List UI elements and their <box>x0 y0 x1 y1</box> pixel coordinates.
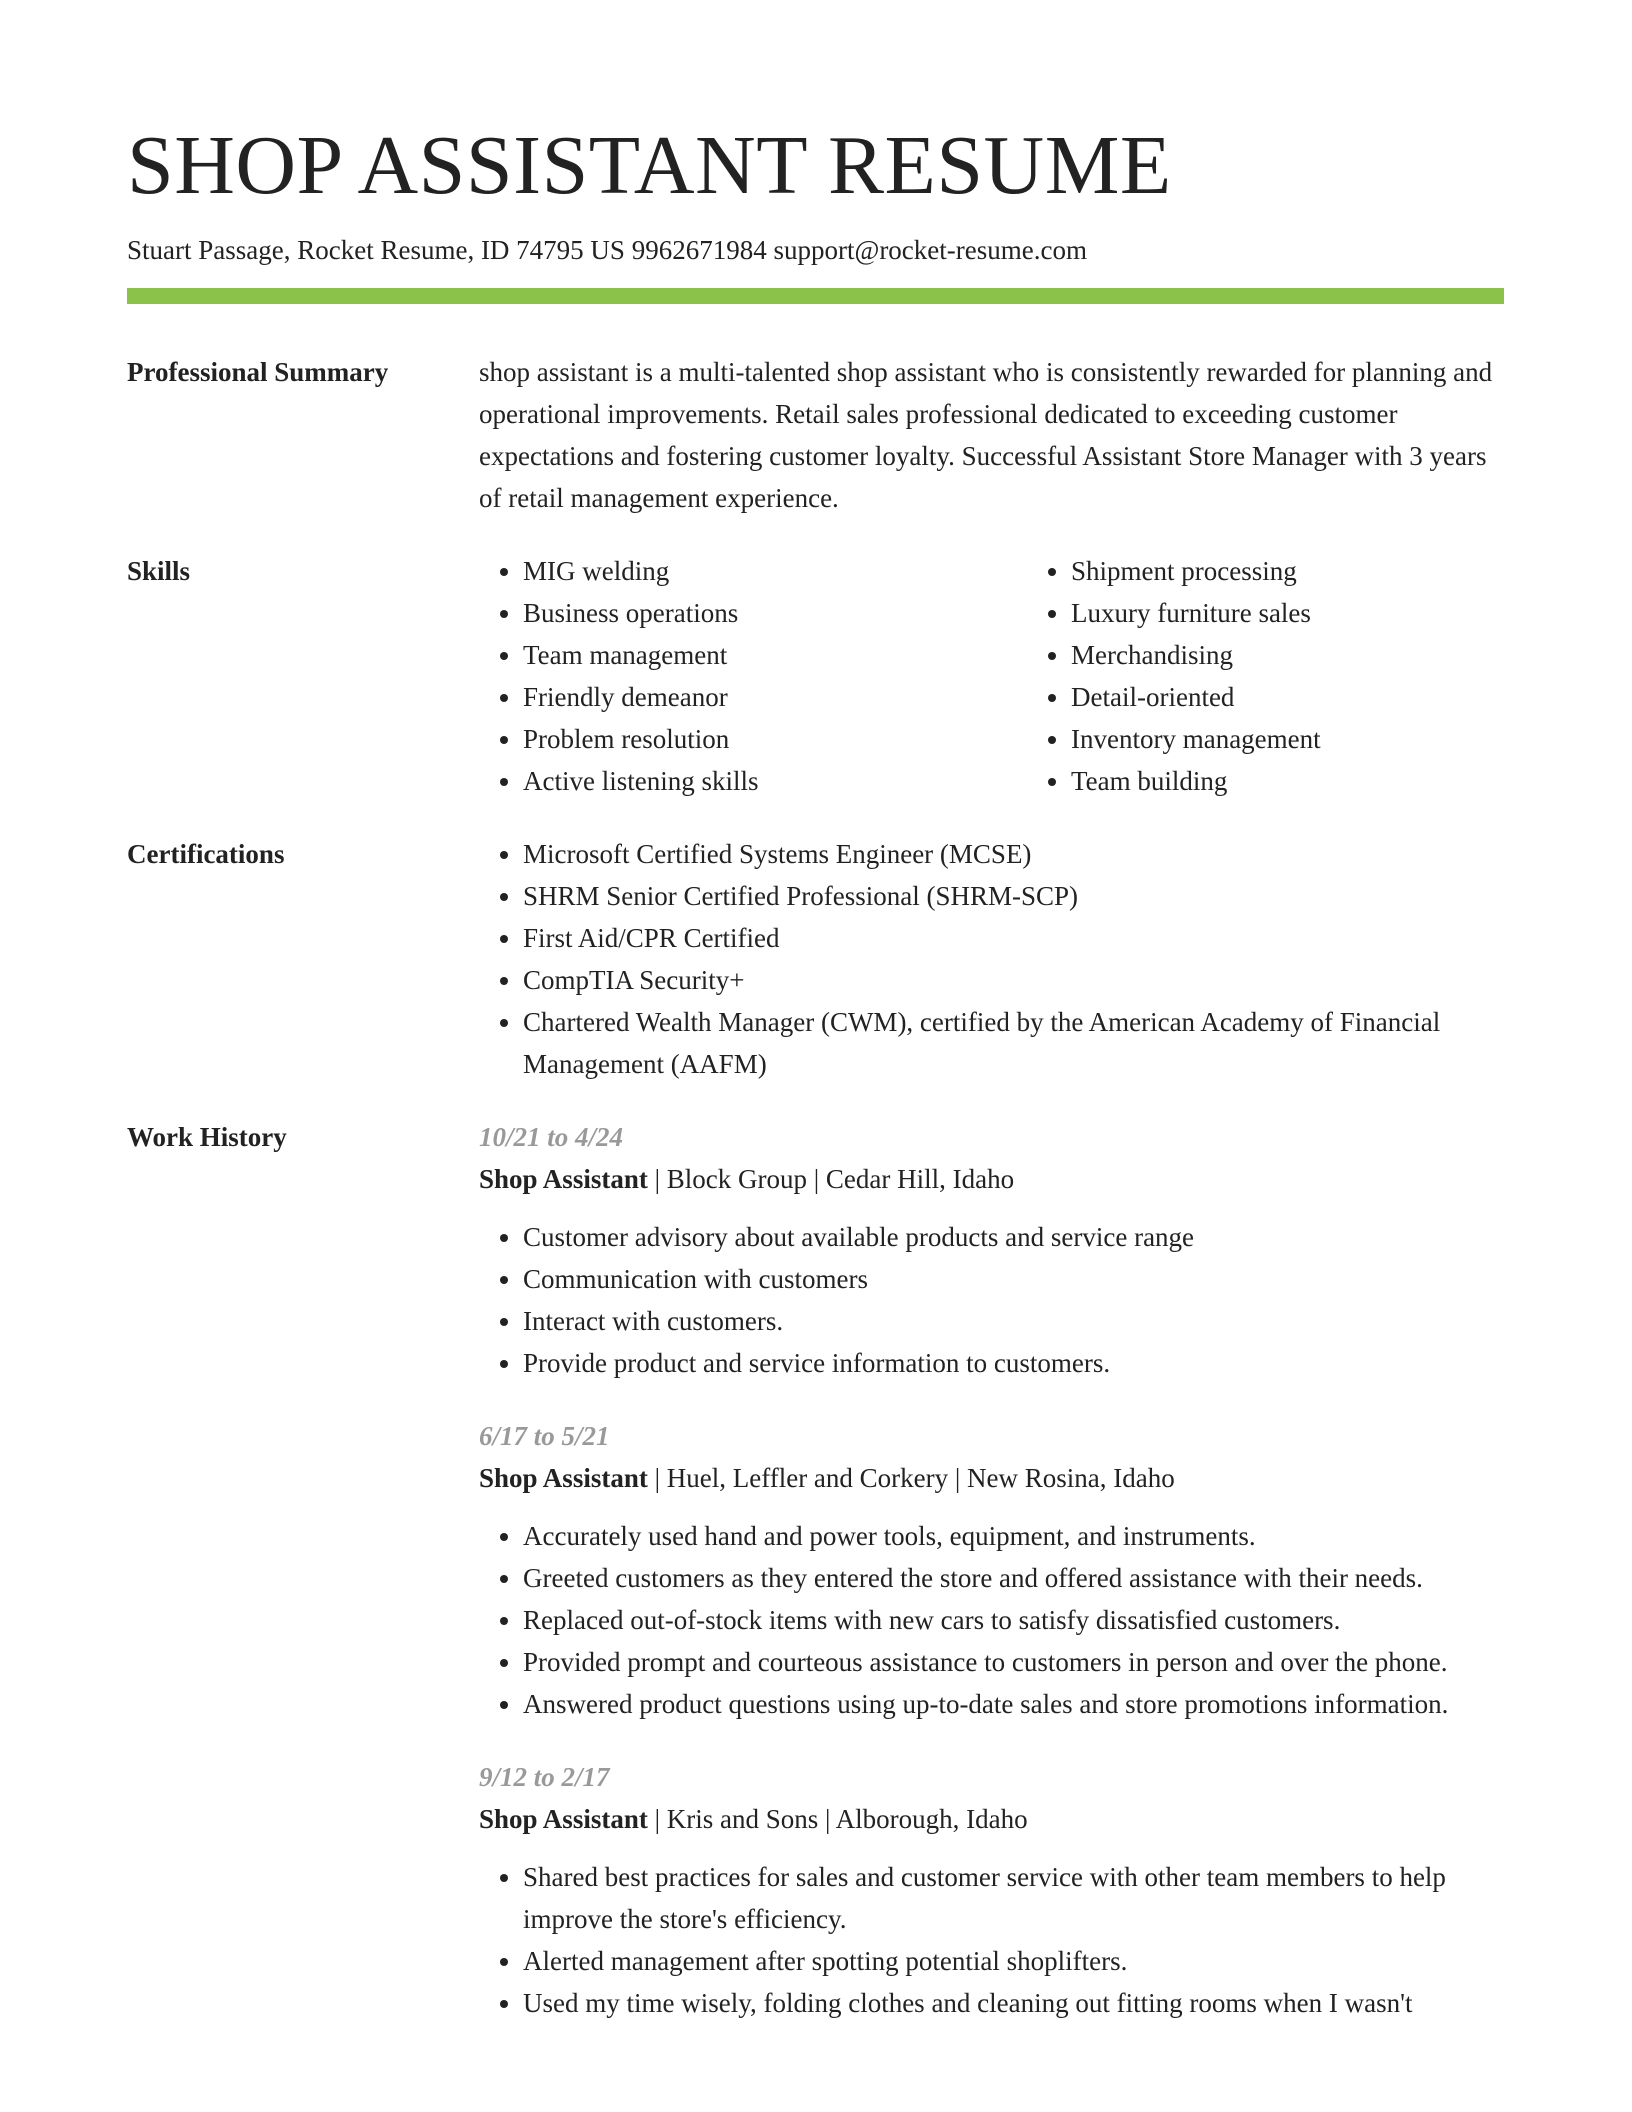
list-item: • Business operations <box>523 592 1027 634</box>
contact-line <box>127 232 1504 268</box>
job-dates: 9/12 to 2/17 <box>479 1762 610 1792</box>
resume-title: SHOP ASSISTANT RESUME <box>127 119 1172 212</box>
skills-section <box>127 550 1504 802</box>
list-item: • Interact with customers. <box>523 1300 1504 1342</box>
certifications-section <box>127 833 1504 1085</box>
list-item: • Replaced out-of-stock items with new cars to satisfy dissatisfied customers. <box>523 1599 1504 1641</box>
skills-label: Skills <box>127 556 191 586</box>
list-item: • Active listening skills <box>523 760 1027 802</box>
job-heading <box>479 1798 1504 1840</box>
list-item: • Customer advisory about available products and service range <box>523 1216 1504 1258</box>
list-item: • Luxury furniture sales <box>1071 592 1575 634</box>
list-item: • Inventory management <box>1071 718 1575 760</box>
list-item: • CompTIA Security+ <box>523 959 1504 1001</box>
skills-list-left <box>479 550 1027 802</box>
list-item: • Team building <box>1071 760 1575 802</box>
list-item: • Greeted customers as they entered the store and offered assistance with their needs. <box>523 1557 1504 1599</box>
skills-list-right <box>1027 550 1575 802</box>
job-details: | Huel, Leffler and Corkery | New Rosina, Idaho <box>647 1463 1175 1493</box>
job-details: | Kris and Sons | Alborough, Idaho <box>647 1804 1028 1834</box>
list-item: • Chartered Wealth Manager (CWM), certified by the American Academy of Financial Management (AAFM) <box>523 1001 1504 1085</box>
job-entry <box>479 1756 1504 2024</box>
contact-address: Stuart Passage, Rocket Resume, ID 74795 US <box>127 235 625 265</box>
contact-email: support@rocket-resume.com <box>773 235 1087 265</box>
job-dates: 6/17 to 5/21 <box>479 1421 610 1451</box>
job-details: | Block Group | Cedar Hill, Idaho <box>647 1164 1015 1194</box>
job-title: Shop Assistant <box>479 1804 648 1834</box>
work-history-label: Work History <box>127 1122 287 1152</box>
list-item: • Merchandising <box>1071 634 1575 676</box>
certifications-label: Certifications <box>127 839 285 869</box>
list-item: • Communication with customers <box>523 1258 1504 1300</box>
list-item: • Accurately used hand and power tools, equipment, and instruments. <box>523 1515 1504 1557</box>
list-item: • Microsoft Certified Systems Engineer (MCSE) <box>523 833 1504 875</box>
summary-section <box>127 351 1504 519</box>
certifications-list <box>479 833 1504 1085</box>
list-item: • Provided prompt and courteous assistance to customers in person and over the phone. <box>523 1641 1504 1683</box>
list-item: • Answered product questions using up-to-date sales and store promotions information. <box>523 1683 1504 1725</box>
job-bullets <box>479 1216 1504 1384</box>
contact-phone: 9962671984 <box>631 235 767 265</box>
job-heading <box>479 1158 1504 1200</box>
list-item: • Team management <box>523 634 1027 676</box>
list-item: • Alerted management after spotting potential shoplifters. <box>523 1940 1504 1982</box>
list-item: • Problem resolution <box>523 718 1027 760</box>
job-dates: 10/21 to 4/24 <box>479 1122 624 1152</box>
resume-page <box>127 0 1504 2024</box>
list-item: • SHRM Senior Certified Professional (SHRM-SCP) <box>523 875 1504 917</box>
list-item: • Used my time wisely, folding clothes and cleaning out fitting rooms when I wasn't <box>523 1982 1504 2024</box>
summary-label: Professional Summary <box>127 357 389 387</box>
job-bullets <box>479 1856 1504 2024</box>
job-bullets <box>479 1515 1504 1725</box>
list-item: • Detail-oriented <box>1071 676 1575 718</box>
list-item: • Friendly demeanor <box>523 676 1027 718</box>
skills-grid <box>479 550 1575 802</box>
list-item: • Provide product and service information to customers. <box>523 1342 1504 1384</box>
list-item: • Shipment processing <box>1071 550 1575 592</box>
job-title: Shop Assistant <box>479 1463 648 1493</box>
summary-text: shop assistant is a multi-talented shop assistant who is consistently rewarded for planning and operational improvements. Retail sales professional dedicated to exceeding customer expectations and fostering customer loyalty. Successful Assistant Store Manager with 3 years of retail management experience. <box>479 357 1493 513</box>
work-history-section <box>127 1116 1504 2024</box>
job-entry <box>479 1415 1504 1725</box>
job-entry <box>479 1116 1504 1384</box>
list-item: • First Aid/CPR Certified <box>523 917 1504 959</box>
job-title: Shop Assistant <box>479 1164 648 1194</box>
list-item: • MIG welding <box>523 550 1027 592</box>
list-item: • Shared best practices for sales and customer service with other team members to help improve the store's efficiency. <box>523 1856 1504 1940</box>
header-divider <box>127 288 1504 304</box>
job-heading <box>479 1457 1504 1499</box>
